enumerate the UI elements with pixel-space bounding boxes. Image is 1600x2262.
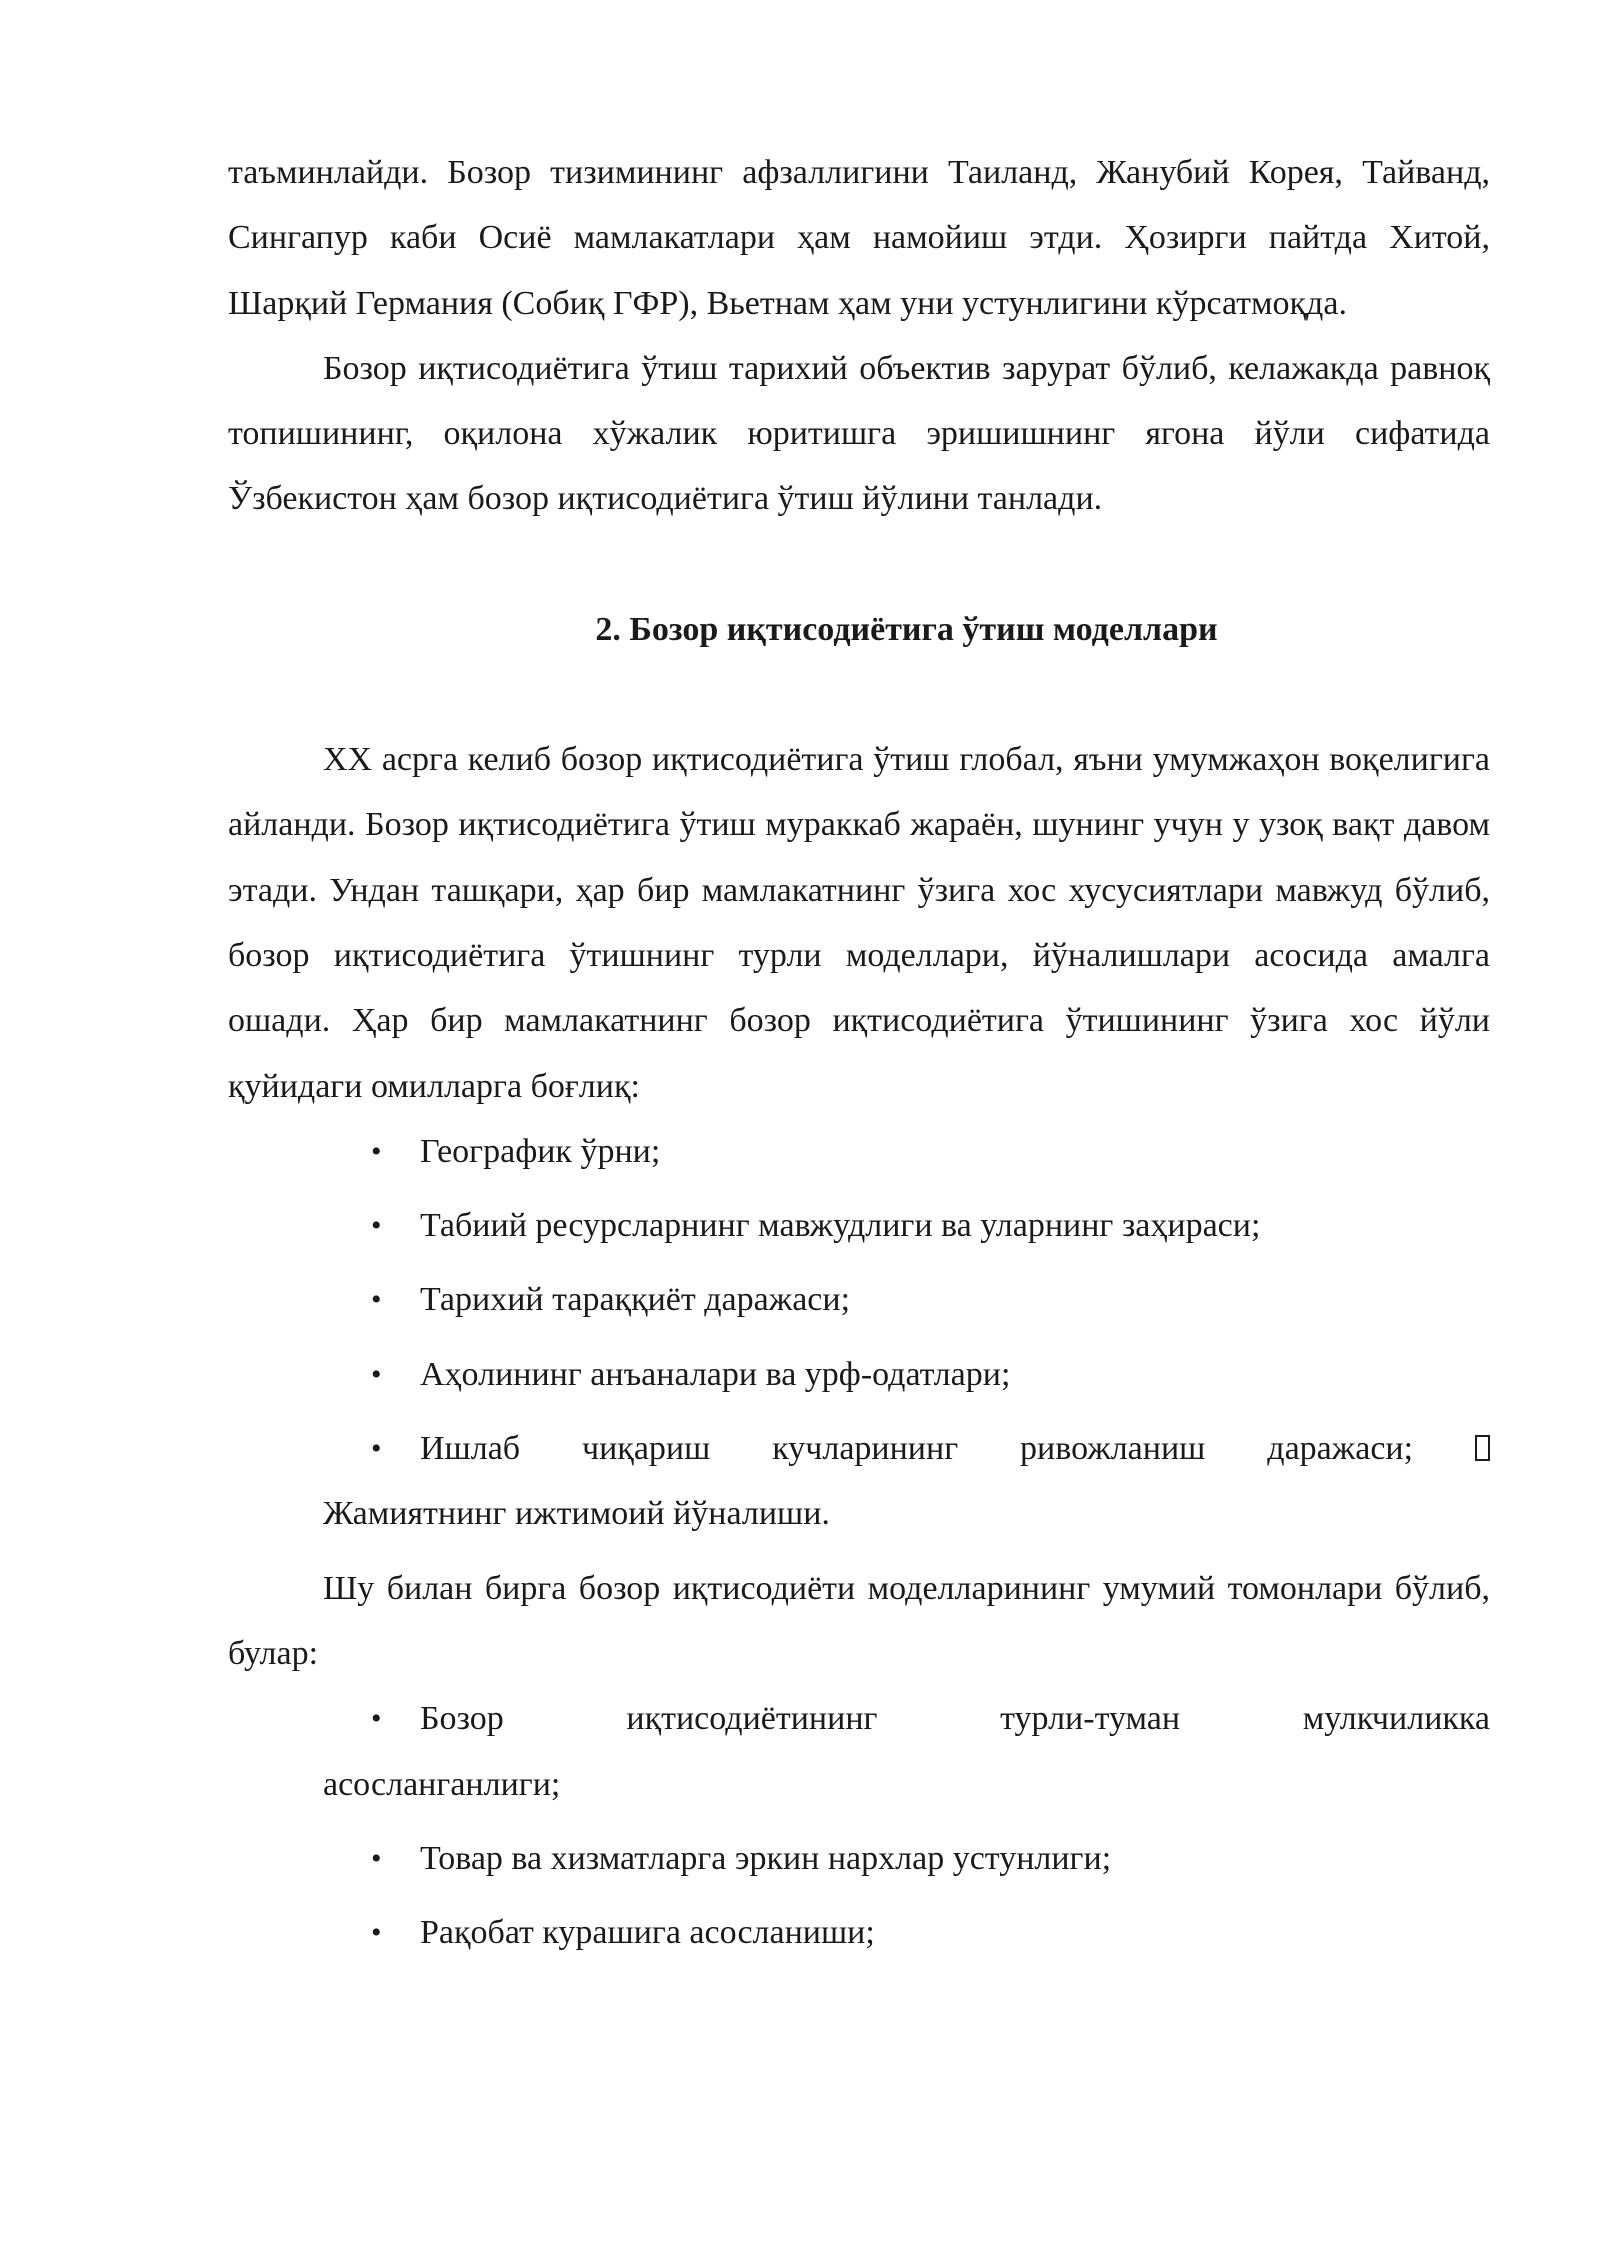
bullet-icon: • bbox=[371, 1841, 382, 1875]
list-item bbox=[228, 1826, 1490, 1891]
spacer bbox=[228, 532, 1490, 597]
list-item bbox=[228, 1686, 1490, 1751]
list-item bbox=[228, 1193, 1490, 1258]
list-item-text: Аҳолининг анъаналари ва урф-одатлари; bbox=[420, 1355, 1011, 1393]
list-item-continuation: Жамиятнинг ижтимоий йўналиши. bbox=[323, 1495, 830, 1533]
list-item-text: Рақобат курашига асосланиши; bbox=[420, 1914, 875, 1952]
paragraph-3: XX асрга келиб бозор иқтисодиётига ўтиш глобал, яъни умумжаҳон воқелигига айланди. Бозор иқтисодиётига ўтиш мураккаб жараён, шунинг учун у узоқ вақт давом этади. Ундан ташқари, ҳар бир мамлакатнинг ўзига хос хусусиятлари мавжуд бўлиб, бозор иқтисодиётига ўтишнинг турли моделлари, йўналишлари асосида амалга ошади. Ҳар бир мамлакатнинг бозор иқтисодиётига ўтишининг ўзига хос йўли қуйидаги омилларга боғлиқ: bbox=[228, 741, 1490, 1105]
paragraph-1: таъминлайди. Бозор тизимининг афзаллигини Таиланд, Жанубий Корея, Тайванд, Сингапур каби Осиё мамлакатлари ҳам намойиш этди. Ҳозирги пайтда Хитой, Шарқий Германия (Собиқ ГФР), Вьетнам ҳам уни устунлигини кўрсатмоқда. bbox=[228, 154, 1490, 322]
bullet-icon: • bbox=[371, 1283, 382, 1317]
list-item-text: Географик ўрни; bbox=[420, 1132, 661, 1170]
bullet-icon: • bbox=[371, 1209, 382, 1243]
list-item-text: Ишлаб чиқариш кучларининг ривожланиш даражаси; bbox=[420, 1430, 1414, 1468]
list-item-text: Табиий ресурсларнинг мавжудлиги ва уларнинг заҳираси; bbox=[420, 1207, 1261, 1245]
bullet-icon: • bbox=[371, 1357, 382, 1391]
section-heading: 2. Бозор иқтисодиётига ўтиш моделлари bbox=[595, 610, 1218, 648]
spacer bbox=[228, 662, 1490, 727]
list-item-text: Бозор иқтисодиётининг турли-туман мулкчиликка bbox=[420, 1700, 1490, 1738]
list-item bbox=[228, 1900, 1490, 1965]
list-item bbox=[228, 1342, 1490, 1407]
list-item bbox=[228, 1416, 1490, 1481]
missing-glyph-icon bbox=[1475, 1435, 1490, 1461]
features-list bbox=[228, 1686, 1490, 1965]
paragraph-2: Бозор иқтисодиётига ўтиш тарихий объектив зарурат бўлиб, келажакда равноқ топишининг, оқилона хўжалик юритишга эришишнинг ягона йўли сифатида Ўзбекистон ҳам бозор иқтисодиётига ўтиш йўлини танлади. bbox=[228, 349, 1490, 518]
bullet-icon: • bbox=[371, 1432, 382, 1466]
list-item-text: Товар ва хизматларга эркин нархлар устунлиги; bbox=[420, 1839, 1112, 1877]
paragraph-4: Шу билан бирга бозор иқтисодиёти моделларининг умумий томонлари бўлиб, булар: bbox=[228, 1569, 1490, 1672]
list-item bbox=[228, 1267, 1490, 1332]
list-item-continuation: асосланганлиги; bbox=[323, 1765, 561, 1803]
list-item-text: Тарихий тараққиёт даражаси; bbox=[420, 1281, 851, 1319]
factors-list bbox=[228, 1119, 1490, 1547]
document-page bbox=[228, 140, 1490, 1974]
list-item bbox=[228, 1119, 1490, 1184]
bullet-icon: • bbox=[371, 1702, 382, 1736]
bullet-icon: • bbox=[371, 1134, 382, 1168]
bullet-icon: • bbox=[371, 1916, 382, 1950]
